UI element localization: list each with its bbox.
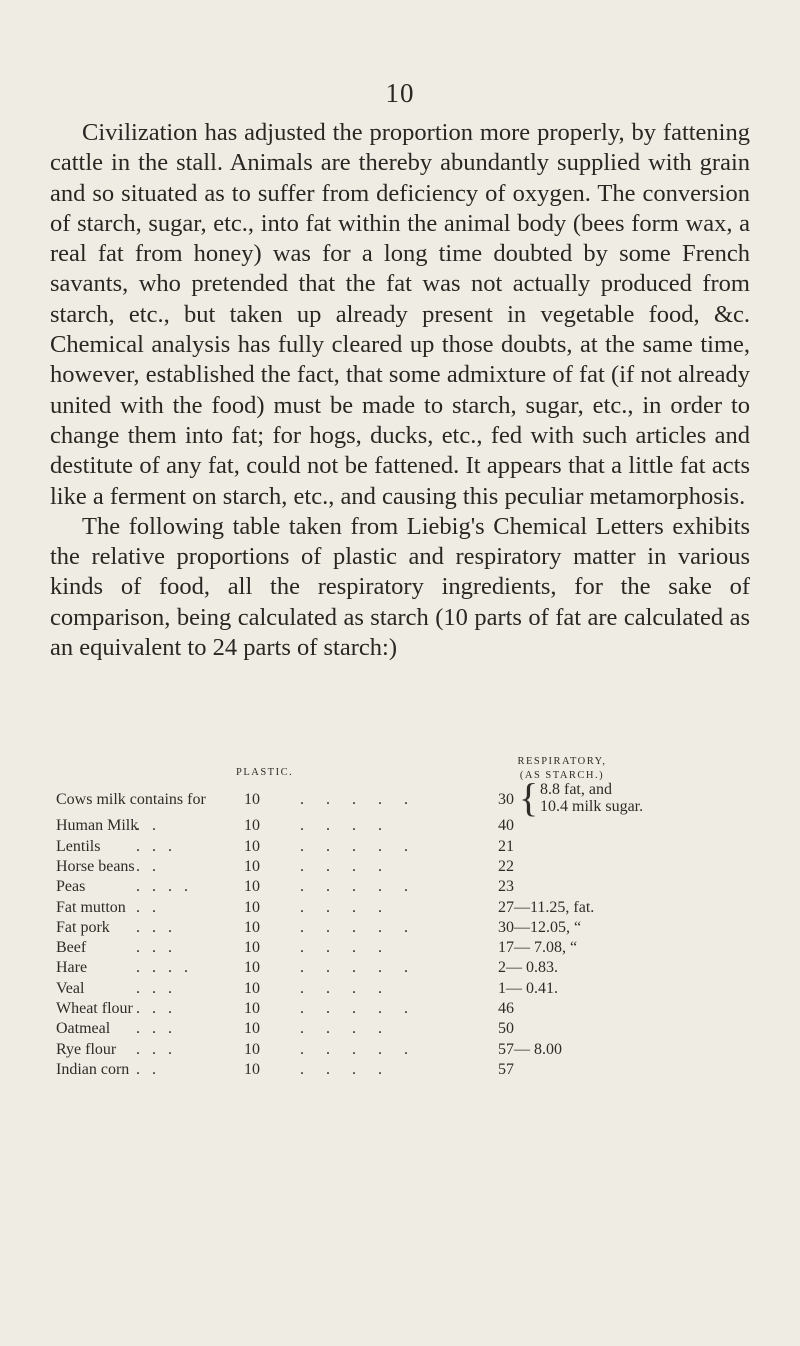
food-name: Lentils — [56, 837, 101, 855]
leader-dots: . . . . — [136, 959, 192, 977]
respiratory-value: 21 — [498, 837, 514, 855]
body-text — [50, 118, 750, 663]
plastic-value: 10 — [244, 817, 260, 835]
respiratory-value: 30 — [498, 791, 514, 808]
plastic-value: 10 — [244, 1060, 260, 1078]
plastic-value: 10 — [244, 878, 260, 896]
respiratory-value: 2— 0.83. — [498, 959, 558, 977]
plastic-value: 10 — [244, 837, 260, 855]
leader-dots: . . . . . — [300, 918, 417, 936]
table-row — [0, 857, 800, 877]
plastic-value: 10 — [244, 918, 260, 936]
food-name: Wheat flour — [56, 1000, 133, 1017]
plastic-value: 10 — [244, 939, 260, 957]
plastic-value: 10 — [244, 1020, 260, 1038]
header-respiratory-title: RESPIRATORY, — [517, 756, 607, 767]
table-row — [0, 1060, 800, 1080]
leader-dots: . . . — [136, 1000, 176, 1017]
plastic-value: 10 — [244, 857, 260, 875]
leader-dots: . . . — [136, 939, 176, 957]
leader-dots: . . . . . — [300, 1040, 417, 1058]
leader-dots: . . . — [136, 837, 176, 855]
leader-dots: . . . . — [300, 1020, 391, 1038]
respiratory-value: 22 — [498, 857, 514, 875]
respiratory-value: 50 — [498, 1020, 514, 1038]
paragraph-1: Civilization has adjusted the proportion more properly, by fattening cattle in the stall. Animals are thereby abundantly supplied with grain and so situated as to suffer from deficiency of oxygen. The conversion of starch, sugar, etc., into fat within the animal body (bees form wax, a real fat from honey) was for a long time doubted by some French savants, who pretended that the fat was not actually produced from starch, etc., but taken up already present in vegetable food, &c. Chemical analysis has fully cleared up those doubts, at the same time, however, established the fact, that some admixture of fat (if not already united with the food) must be made to starch, sugar, etc., in order to change them into fat; for hogs, ducks, etc., fed with such articles and destitute of any fat, could not be fattened. It appears that a little fat acts like a ferment on starch, etc., and causing this peculiar metamorphosis. — [50, 119, 750, 510]
table-row — [0, 1040, 800, 1060]
table-row — [0, 938, 800, 958]
respiratory-value: 57 — [498, 1060, 514, 1078]
food-name: Cows milk contains for — [56, 791, 206, 808]
table-row — [0, 999, 800, 1019]
food-name: Hare — [56, 959, 88, 977]
respiratory-value: 57— 8.00 — [498, 1040, 562, 1058]
plastic-value: 10 — [244, 791, 260, 808]
leader-dots: . . . — [136, 918, 176, 936]
respiratory-value: 17— 7.08, “ — [498, 939, 578, 957]
leader-dots: . . . . — [300, 1060, 391, 1078]
header-plastic: PLASTIC. — [236, 767, 294, 778]
header-respiratory — [482, 755, 642, 783]
leader-dots: . . . — [136, 1040, 176, 1058]
note-milk-sugar: 10.4 milk sugar. — [540, 798, 644, 815]
table-row — [0, 816, 800, 836]
leader-dots: . . . . — [300, 857, 391, 875]
table-row — [0, 898, 800, 918]
brace: { — [519, 775, 539, 820]
leader-dots: . . . — [136, 1020, 176, 1038]
leader-dots: . . . . . — [300, 959, 417, 977]
table-row — [0, 1019, 800, 1039]
respiratory-value: 46 — [498, 1000, 514, 1017]
leader-dots: . . — [136, 1060, 160, 1078]
page-number: 10 — [385, 78, 415, 108]
leader-dots: . . . . — [300, 979, 391, 997]
leader-dots: . . . . — [300, 817, 391, 835]
table-row — [0, 958, 800, 978]
table-row — [0, 918, 800, 938]
respiratory-value: 30—12.05, “ — [498, 918, 582, 936]
respiratory-value: 1— 0.41. — [498, 979, 558, 997]
leader-dots: . . . . . — [300, 837, 417, 855]
food-name: Horse beans — [56, 857, 135, 875]
leader-dots: . . . . . — [300, 878, 417, 896]
leader-dots: . . . — [136, 979, 176, 997]
food-name: Human Milk — [56, 817, 139, 835]
plastic-value: 10 — [244, 959, 260, 977]
leader-dots: . . — [136, 817, 160, 835]
header-respiratory-subtitle: (AS STARCH.) — [519, 770, 605, 781]
leader-dots: . . . . . — [300, 1000, 417, 1017]
plastic-value: 10 — [244, 1000, 260, 1017]
paragraph-2: The following table taken from Liebig's Chemical Letters exhibits the relative proportions of plastic and respiratory matter in various kinds of food, all the respiratory ingredients, for the sake of comparison, being calculated as starch (10 parts of fat are calculated as an equivalent to 24 parts of starch:) — [50, 512, 750, 662]
food-name: Indian corn — [56, 1060, 130, 1078]
leader-dots: . . — [136, 898, 160, 916]
plastic-value: 10 — [244, 898, 260, 916]
table-row — [0, 979, 800, 999]
respiratory-value: 23 — [498, 878, 514, 896]
leader-dots: . . . . — [300, 898, 391, 916]
leader-dots: . . — [136, 857, 160, 875]
leader-dots: . . . . — [300, 939, 391, 957]
leader-dots: . . . . . — [300, 791, 417, 808]
food-name: Fat mutton — [56, 898, 126, 916]
plastic-value: 10 — [244, 1040, 260, 1058]
food-name: Veal — [56, 979, 85, 997]
note-fat: 8.8 fat, and — [540, 781, 612, 798]
food-name: Oatmeal — [56, 1020, 111, 1038]
food-name: Fat pork — [56, 918, 110, 936]
leader-dots: . . . . — [136, 878, 192, 896]
food-name: Peas — [56, 878, 86, 896]
respiratory-value: 40 — [498, 817, 514, 835]
food-name: Beef — [56, 939, 87, 957]
food-name: Rye flour — [56, 1040, 117, 1058]
plastic-value: 10 — [244, 979, 260, 997]
table-row — [0, 837, 800, 857]
table-row — [0, 877, 800, 897]
respiratory-value: 27—11.25, fat. — [498, 898, 595, 916]
